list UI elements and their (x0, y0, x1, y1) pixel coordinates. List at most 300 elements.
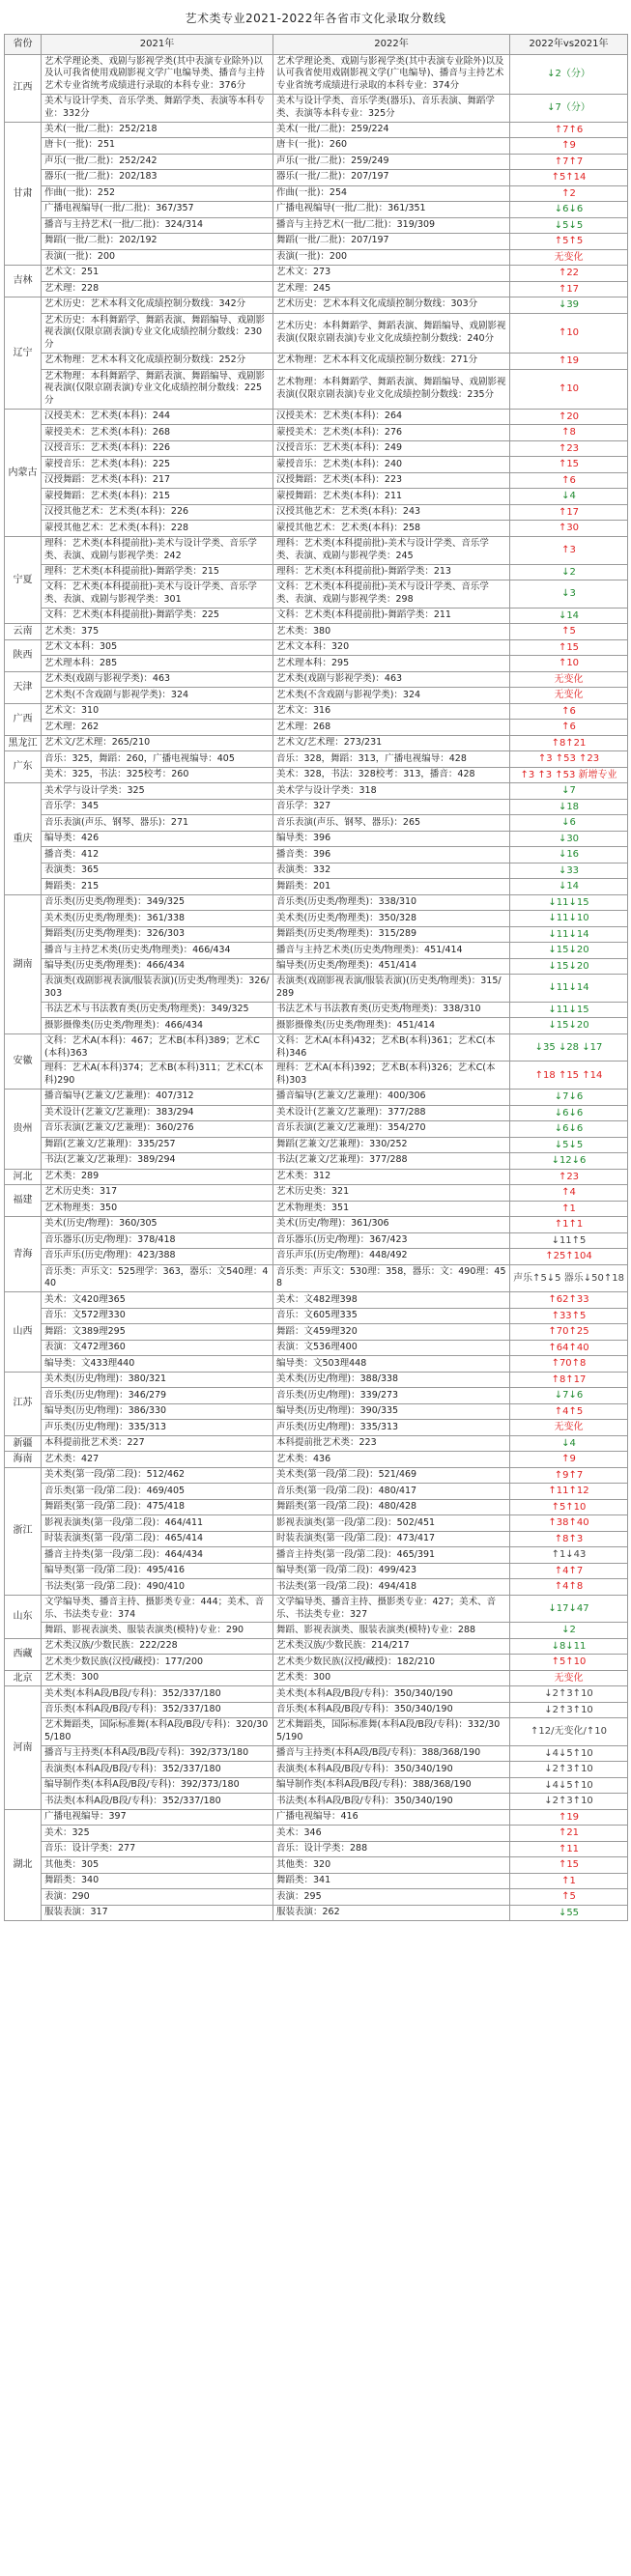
table-row (5, 1185, 628, 1202)
diff-cell: ↑8 (510, 425, 628, 441)
table-row (5, 656, 628, 672)
score-2022-cell: 艺术类：300 (273, 1670, 510, 1686)
diff-cell: ↑6 (510, 703, 628, 720)
province-cell: 宁夏 (5, 536, 42, 623)
score-2022-cell: 舞蹈(艺兼文/艺兼理)：330/252 (273, 1137, 510, 1153)
score-2022-cell: 舞蹈：文459理320 (273, 1324, 510, 1341)
diff-cell: 无变化 (510, 249, 628, 266)
table-row (5, 1435, 628, 1452)
table-row (5, 1249, 628, 1265)
score-2022-cell: 音乐表演(声乐、钢琴、器乐)：265 (273, 815, 510, 832)
diff-cell: ↓35 ↓28 ↓17 (510, 1033, 628, 1062)
score-2022-cell: 影视表演类(第一段/第二段)：502/451 (273, 1515, 510, 1532)
diff-cell: ↓18 (510, 799, 628, 815)
score-2021-cell: 美术：325，书法：325校考：260 (42, 767, 273, 783)
score-2021-cell: 编导类(第一段/第二段)：495/416 (42, 1563, 273, 1579)
diff-cell: ↓30 (510, 831, 628, 847)
table-row (5, 185, 628, 202)
score-2021-cell: 美术类(历史/物理)：380/321 (42, 1372, 273, 1388)
table-row (5, 1873, 628, 1889)
diff-cell: ↓6↓6 (510, 202, 628, 218)
diff-cell: ↑9↑7 (510, 1467, 628, 1484)
score-2021-cell: 艺术物理类：350 (42, 1201, 273, 1217)
score-2022-cell: 艺术物理：艺术本科文化成绩控制分数线：271分 (273, 354, 510, 370)
score-2021-cell: 艺术文/艺术理：265/210 (42, 735, 273, 751)
table-row (5, 639, 628, 656)
table-row (5, 1745, 628, 1762)
score-2021-cell: 音乐表演(声乐、钢琴、器乐)：271 (42, 815, 273, 832)
score-2021-cell: 本科提前批艺术类：227 (42, 1435, 273, 1452)
table-row (5, 1388, 628, 1404)
diff-cell: ↓33 (510, 863, 628, 879)
score-2022-cell: 书法艺术与书法教育类(历史类/物理类)：338/310 (273, 1002, 510, 1018)
score-2022-cell: 蒙授音乐：艺术类(本科)：240 (273, 457, 510, 473)
score-2021-cell: 美术类(历史类/物理类)：361/338 (42, 911, 273, 927)
score-2021-cell: 艺术类：375 (42, 624, 273, 640)
score-2021-cell: 表演：文472理360 (42, 1340, 273, 1356)
diff-cell: ↑1↓43 (510, 1547, 628, 1564)
score-2022-cell: 艺术类(戏剧与影视学类)：463 (273, 671, 510, 688)
table-row (5, 1857, 628, 1874)
score-2022-cell: 汉授美术：艺术类(本科)：264 (273, 409, 510, 425)
province-cell: 江西 (5, 54, 42, 122)
score-2022-cell: 美术类(第一段/第二段)：521/469 (273, 1467, 510, 1484)
diff-cell: ↑19 (510, 354, 628, 370)
table-row (5, 489, 628, 505)
province-cell: 山东 (5, 1595, 42, 1638)
table-row (5, 1655, 628, 1671)
diff-cell: ↑70↑8 (510, 1356, 628, 1373)
table-row (5, 1762, 628, 1778)
diff-cell: ↓8↓11 (510, 1638, 628, 1655)
score-2022-cell: 表演：295 (273, 1889, 510, 1906)
score-2022-cell: 美术设计(艺兼文/艺兼理)：377/288 (273, 1105, 510, 1121)
table-row (5, 847, 628, 863)
score-2022-cell: 舞蹈类：341 (273, 1873, 510, 1889)
table-row (5, 1467, 628, 1484)
diff-cell: ↑4 (510, 1185, 628, 1202)
score-2021-cell: 美术：文420理365 (42, 1292, 273, 1309)
score-2022-cell: 艺术理：245 (273, 281, 510, 297)
table-row (5, 440, 628, 457)
table-row (5, 1420, 628, 1436)
score-2022-cell: 播音与主持艺术(一批/二批)：319/309 (273, 217, 510, 234)
table-row (5, 234, 628, 250)
table-row (5, 1153, 628, 1170)
score-2022-cell: 器乐(一批/二批)：207/197 (273, 170, 510, 186)
table-row (5, 1105, 628, 1121)
province-cell: 福建 (5, 1185, 42, 1217)
table-row (5, 767, 628, 783)
score-2022-cell: 艺术类(不含戏剧与影视学类)：324 (273, 688, 510, 704)
score-2022-cell: 编导制作类(本科A段/B段/专科)：388/368/190 (273, 1777, 510, 1794)
diff-cell: ↓5↓5 (510, 1137, 628, 1153)
table-row (5, 354, 628, 370)
diff-cell: ↓7（分） (510, 94, 628, 122)
diff-cell: ↓4↓5↑10 (510, 1777, 628, 1794)
score-2022-cell: 艺术文本科：320 (273, 639, 510, 656)
table-row (5, 472, 628, 489)
table-row (5, 1702, 628, 1718)
table-row (5, 815, 628, 832)
score-2022-cell: 广播电视编导(一批/二批)：361/351 (273, 202, 510, 218)
diff-cell: ↓14 (510, 879, 628, 895)
diff-cell: ↑1 (510, 1873, 628, 1889)
score-2022-cell: 美术学与设计学类：318 (273, 783, 510, 800)
table-row (5, 1292, 628, 1309)
score-2022-cell: 美术(一批/二批)：259/224 (273, 122, 510, 138)
diff-cell: ↑23 (510, 440, 628, 457)
score-2022-cell: 艺术文：316 (273, 703, 510, 720)
score-2021-cell: 音乐：文572理330 (42, 1308, 273, 1324)
diff-cell: ↑19 (510, 1809, 628, 1826)
score-2021-cell: 艺术理：262 (42, 720, 273, 736)
score-2021-cell: 艺术舞蹈类，国际标准舞(本科A段/B段/专科)：320/305/180 (42, 1718, 273, 1746)
table-row (5, 911, 628, 927)
score-2022-cell: 其他类：320 (273, 1857, 510, 1874)
table-row (5, 863, 628, 879)
diff-cell: ↑8↑3 (510, 1531, 628, 1547)
diff-cell: ↓15↓20 (510, 958, 628, 975)
diff-cell: 声乐↑5↓5 器乐↓50↑18 (510, 1264, 628, 1292)
score-2022-cell: 音乐学：327 (273, 799, 510, 815)
province-cell: 湖南 (5, 894, 42, 1033)
diff-cell: ↓11↓14 (510, 975, 628, 1003)
table-row (5, 1372, 628, 1388)
table-row (5, 1499, 628, 1515)
table-row (5, 170, 628, 186)
score-2021-cell: 理科：艺术A(本科)374；艺术B(本科)311；艺术C(本科)290 (42, 1062, 273, 1090)
score-2022-cell: 作曲(一批)：254 (273, 185, 510, 202)
score-2021-cell: 影视表演类(第一段/第二段)：464/411 (42, 1515, 273, 1532)
diff-cell: ↓17↓47 (510, 1595, 628, 1623)
score-2021-cell: 舞蹈(艺兼文/艺兼理)：335/257 (42, 1137, 273, 1153)
score-2021-cell: 播音与主持类(本科A段/B段/专科)：392/373/180 (42, 1745, 273, 1762)
score-2021-cell: 表演(一批)：200 (42, 249, 273, 266)
diff-cell: ↑30 (510, 521, 628, 537)
diff-cell: ↑5↑10 (510, 1499, 628, 1515)
score-2022-cell: 艺术类：380 (273, 624, 510, 640)
table-row (5, 831, 628, 847)
score-2021-cell: 美术(历史/物理)：360/305 (42, 1217, 273, 1233)
score-2022-cell: 舞蹈、影视表演类、服装表演类(模特)专业：288 (273, 1623, 510, 1639)
header-2021: 2021年 (42, 35, 273, 55)
score-2021-cell: 舞蹈(一批/二批)：202/192 (42, 234, 273, 250)
score-2022-cell: 音乐：文605理335 (273, 1308, 510, 1324)
table-row (5, 1579, 628, 1596)
province-cell: 广西 (5, 703, 42, 735)
table-row (5, 54, 628, 94)
score-2022-cell: 美术：346 (273, 1826, 510, 1842)
table-row (5, 1002, 628, 1018)
score-2021-cell: 编导类：426 (42, 831, 273, 847)
score-2022-cell: 编导类：文503理448 (273, 1356, 510, 1373)
score-2022-cell: 音乐器乐(历史/物理)：367/423 (273, 1232, 510, 1249)
score-2021-cell: 艺术文本科：305 (42, 639, 273, 656)
table-row (5, 1090, 628, 1106)
table-row (5, 1062, 628, 1090)
diff-cell: ↓11↓15 (510, 894, 628, 911)
score-2022-cell: 编导类(第一段/第二段)：499/423 (273, 1563, 510, 1579)
table-row (5, 1809, 628, 1826)
diff-cell: 无变化 (510, 1670, 628, 1686)
score-2022-cell: 音乐声乐(历史/物理)：448/492 (273, 1249, 510, 1265)
diff-cell: ↑10 (510, 369, 628, 409)
table-row (5, 1794, 628, 1810)
diff-cell: ↑2 (510, 185, 628, 202)
header-province: 省份 (5, 35, 42, 55)
diff-cell: ↓2↑3↑10 (510, 1686, 628, 1703)
score-2022-cell: 播音编导(艺兼文/艺兼理)：400/306 (273, 1090, 510, 1106)
diff-cell: ↑25↑104 (510, 1249, 628, 1265)
score-2021-cell: 播音主持类(第一段/第二段)：464/434 (42, 1547, 273, 1564)
table-row (5, 1531, 628, 1547)
diff-cell: ↑9 (510, 1452, 628, 1468)
diff-cell: ↓2 (510, 1623, 628, 1639)
score-2021-cell: 舞蹈类(历史类/物理类)：326/303 (42, 926, 273, 943)
table-row (5, 1905, 628, 1921)
score-2022-cell: 舞蹈(一批/二批)：207/197 (273, 234, 510, 250)
diff-cell: ↑1 (510, 1201, 628, 1217)
table-row (5, 313, 628, 353)
diff-cell: ↑6 (510, 720, 628, 736)
table-row (5, 688, 628, 704)
table-row (5, 1169, 628, 1185)
score-2022-cell: 蒙授其他艺术：艺术类(本科)：258 (273, 521, 510, 537)
table-row (5, 943, 628, 959)
table-row (5, 1841, 628, 1857)
table-row (5, 122, 628, 138)
score-2022-cell: 艺术文/艺术理：273/231 (273, 735, 510, 751)
table-row (5, 624, 628, 640)
diff-cell: ↑3 ↑3 ↑53 新增专业 (510, 767, 628, 783)
diff-cell: ↓7↓6 (510, 1388, 628, 1404)
score-2021-cell: 艺术历史：艺术本科文化成绩控制分数线：342分 (42, 297, 273, 314)
diff-cell: 无变化 (510, 688, 628, 704)
province-cell: 江苏 (5, 1372, 42, 1435)
score-2021-cell: 艺术类：289 (42, 1169, 273, 1185)
table-row (5, 1595, 628, 1623)
table-row (5, 1201, 628, 1217)
score-2021-cell: 音乐声乐(历史/物理)：423/388 (42, 1249, 273, 1265)
diff-cell: ↑23 (510, 1169, 628, 1185)
table-row (5, 1686, 628, 1703)
score-2021-cell: 音乐表演(艺兼文/艺兼理)：360/276 (42, 1121, 273, 1138)
diff-cell: ↓12↓6 (510, 1153, 628, 1170)
diff-cell: ↑5 (510, 624, 628, 640)
diff-cell: ↓7↓6 (510, 1090, 628, 1106)
score-2021-cell: 声乐(一批/二批)：252/242 (42, 154, 273, 170)
diff-cell: ↑11 (510, 1841, 628, 1857)
score-2021-cell: 艺术物理：艺术本科文化成绩控制分数线：252分 (42, 354, 273, 370)
score-2022-cell: 音乐类(历史/物理)：339/273 (273, 1388, 510, 1404)
diff-cell: ↓6 (510, 815, 628, 832)
score-2022-cell: 摄影摄像类(历史类/物理类)：451/414 (273, 1018, 510, 1034)
score-2021-cell: 艺术文：310 (42, 703, 273, 720)
score-2022-cell: 唐卡(一批)：260 (273, 138, 510, 155)
diff-cell: ↑15 (510, 1857, 628, 1874)
diff-cell: ↓4↓5↑10 (510, 1745, 628, 1762)
score-2022-cell: 汉授舞蹈：艺术类(本科)：223 (273, 472, 510, 489)
table-row (5, 720, 628, 736)
score-2021-cell: 美术与设计学类、音乐学类、舞蹈学类、表演等本科专业：332分 (42, 94, 273, 122)
diff-cell: ↑17 (510, 504, 628, 521)
score-2021-cell: 音乐：设计学类：277 (42, 1841, 273, 1857)
diff-cell: ↑38↑40 (510, 1515, 628, 1532)
page-title: 艺术类专业2021-2022年各省市文化录取分数线 (185, 12, 446, 25)
score-2021-cell: 音乐学：345 (42, 799, 273, 815)
table-row (5, 564, 628, 580)
score-2021-cell: 播音与主持艺术类(历史类/物理类)：466/434 (42, 943, 273, 959)
province-cell: 天津 (5, 671, 42, 703)
score-2021-cell: 艺术类(戏剧与影视学类)：463 (42, 671, 273, 688)
diff-cell: ↓2 (510, 564, 628, 580)
score-2021-cell: 器乐(一批/二批)：202/183 (42, 170, 273, 186)
table-row (5, 138, 628, 155)
diff-cell: ↑6 (510, 472, 628, 489)
score-2022-cell: 理科：艺术类(本科提前批)-舞蹈学类：213 (273, 564, 510, 580)
province-cell: 甘肃 (5, 122, 42, 266)
diff-cell: ↑8↑21 (510, 735, 628, 751)
diff-cell: ↓5↓5 (510, 217, 628, 234)
score-2022-cell: 音乐类：声乐文：530理：358，器乐：文：490理：458 (273, 1264, 510, 1292)
score-2022-cell: 艺术历史：艺术本科文化成绩控制分数线：303分 (273, 297, 510, 314)
score-2021-cell: 摄影摄像类(历史类/物理类)：466/434 (42, 1018, 273, 1034)
score-2022-cell: 音乐表演(艺兼文/艺兼理)：354/270 (273, 1121, 510, 1138)
diff-cell: 无变化 (510, 1420, 628, 1436)
diff-cell: ↓14 (510, 608, 628, 624)
diff-cell: ↑9 (510, 138, 628, 155)
score-2021-cell: 美术类(本科A段/B段/专科)：352/337/180 (42, 1686, 273, 1703)
province-cell: 安徽 (5, 1033, 42, 1089)
score-2021-cell: 播音类：412 (42, 847, 273, 863)
province-cell: 北京 (5, 1670, 42, 1686)
score-2022-cell: 艺术文：273 (273, 266, 510, 282)
table-row (5, 1137, 628, 1153)
score-2022-cell: 书法类(第一段/第二段)：494/418 (273, 1579, 510, 1596)
score-2022-cell: 文科：艺术类(本科提前批)-舞蹈学类：211 (273, 608, 510, 624)
score-2022-cell: 音乐类(历史类/物理类)：338/310 (273, 894, 510, 911)
table-row (5, 457, 628, 473)
score-2022-cell: 声乐类(历史/物理)：335/313 (273, 1420, 510, 1436)
score-2021-cell: 美术设计(艺兼文/艺兼理)：383/294 (42, 1105, 273, 1121)
score-2021-cell: 文科：艺术类(本科提前批)-舞蹈学类：225 (42, 608, 273, 624)
diff-cell: ↓15↓20 (510, 943, 628, 959)
score-2022-cell: 理科：艺术A(本科)392；艺术B(本科)326；艺术C(本科)303 (273, 1062, 510, 1090)
table-row (5, 1889, 628, 1906)
diff-cell: ↓2↑3↑10 (510, 1794, 628, 1810)
table-row (5, 504, 628, 521)
diff-cell: ↑3 ↑53 ↑23 (510, 751, 628, 768)
table-row (5, 297, 628, 314)
table-row (5, 751, 628, 768)
score-2021-cell: 蒙授其他艺术：艺术类(本科)：228 (42, 521, 273, 537)
score-2022-cell: 美术(历史/物理)：361/306 (273, 1217, 510, 1233)
province-cell: 内蒙古 (5, 409, 42, 536)
score-2021-cell: 音乐类(第一段/第二段)：469/405 (42, 1484, 273, 1500)
header-2022: 2022年 (273, 35, 510, 55)
score-2021-cell: 播音与主持艺术(一批/二批)：324/314 (42, 217, 273, 234)
diff-cell: ↑4↑8 (510, 1579, 628, 1596)
score-2021-cell: 广播电视编导：397 (42, 1809, 273, 1826)
score-2021-cell: 其他类：305 (42, 1857, 273, 1874)
table-row (5, 1340, 628, 1356)
table-row (5, 1403, 628, 1420)
score-2021-cell: 书法(艺兼文/艺兼理)：389/294 (42, 1153, 273, 1170)
table-row (5, 1826, 628, 1842)
diff-cell: ↑10 (510, 656, 628, 672)
score-2021-cell: 汉授舞蹈：艺术类(本科)：217 (42, 472, 273, 489)
table-row (5, 671, 628, 688)
table-row (5, 1232, 628, 1249)
score-2022-cell: 艺术类：436 (273, 1452, 510, 1468)
table-row (5, 521, 628, 537)
table-header-row (5, 35, 628, 55)
score-2021-cell: 唐卡(一批)：251 (42, 138, 273, 155)
diff-cell: ↑20 (510, 409, 628, 425)
province-cell: 云南 (5, 624, 42, 640)
score-2022-cell: 时装表演类(第一段/第二段)：473/417 (273, 1531, 510, 1547)
score-2021-cell: 艺术理本科：285 (42, 656, 273, 672)
score-2022-cell: 汉授音乐：艺术类(本科)：249 (273, 440, 510, 457)
score-2022-cell: 美术类(本科A段/B段/专科)：350/340/190 (273, 1686, 510, 1703)
province-cell: 青海 (5, 1217, 42, 1292)
score-2021-cell: 理科：艺术类(本科提前批)-美术与设计学类、音乐学类、表演、戏剧与影视学类：242 (42, 536, 273, 564)
province-cell: 湖北 (5, 1809, 42, 1921)
province-cell: 重庆 (5, 783, 42, 895)
score-2021-cell: 服装表演：317 (42, 1905, 273, 1921)
score-2021-cell: 音乐类(本科A段/B段/专科)：352/337/180 (42, 1702, 273, 1718)
table-row (5, 1718, 628, 1746)
score-2021-cell: 美术类(第一段/第二段)：512/462 (42, 1467, 273, 1484)
score-2022-cell: 汉授其他艺术：艺术类(本科)：243 (273, 504, 510, 521)
score-2021-cell: 表演：290 (42, 1889, 273, 1906)
score-2022-cell: 美术：328，书法：328校考：313，播音：428 (273, 767, 510, 783)
score-2021-cell: 编导类(历史/物理)：386/330 (42, 1403, 273, 1420)
diff-cell: ↓6↓6 (510, 1105, 628, 1121)
score-2022-cell: 艺术理：268 (273, 720, 510, 736)
diff-cell: ↑1↑1 (510, 1217, 628, 1233)
table-row (5, 1515, 628, 1532)
diff-cell: ↑7↑6 (510, 122, 628, 138)
score-2021-cell: 舞蹈：文389理295 (42, 1324, 273, 1341)
score-2022-cell: 书法(艺兼文/艺兼理)：377/288 (273, 1153, 510, 1170)
score-2021-cell: 编导制作类(本科A段/B段/专科)：392/373/180 (42, 1777, 273, 1794)
diff-cell: ↓39 (510, 297, 628, 314)
diff-cell: ↓7 (510, 783, 628, 800)
score-2022-cell: 音乐：328，舞蹈：313，广播电视编导：428 (273, 751, 510, 768)
score-2022-cell: 艺术物理类：351 (273, 1201, 510, 1217)
table-row (5, 1670, 628, 1686)
diff-cell: ↑64↑40 (510, 1340, 628, 1356)
table-row (5, 409, 628, 425)
score-2021-cell: 艺术物理：本科舞蹈学、舞蹈表演、舞蹈编导、戏剧影视表演(仅限京剧表演)专业文化成绩控制分数线：225分 (42, 369, 273, 409)
score-2022-cell: 表演类：332 (273, 863, 510, 879)
diff-cell: ↑5 (510, 1889, 628, 1906)
table-row (5, 266, 628, 282)
score-2021-cell: 音乐：325，舞蹈：260，广播电视编导：405 (42, 751, 273, 768)
diff-cell: ↓4 (510, 489, 628, 505)
table-row (5, 1033, 628, 1062)
diff-cell: ↑4↑7 (510, 1563, 628, 1579)
table-row (5, 154, 628, 170)
score-2021-cell: 艺术类(不含戏剧与影视学类)：324 (42, 688, 273, 704)
diff-cell: ↑11↑12 (510, 1484, 628, 1500)
province-cell: 贵州 (5, 1090, 42, 1170)
score-2022-cell: 本科提前批艺术类：223 (273, 1435, 510, 1452)
score-2022-cell: 音乐类(第一段/第二段)：480/417 (273, 1484, 510, 1500)
table-row (5, 894, 628, 911)
